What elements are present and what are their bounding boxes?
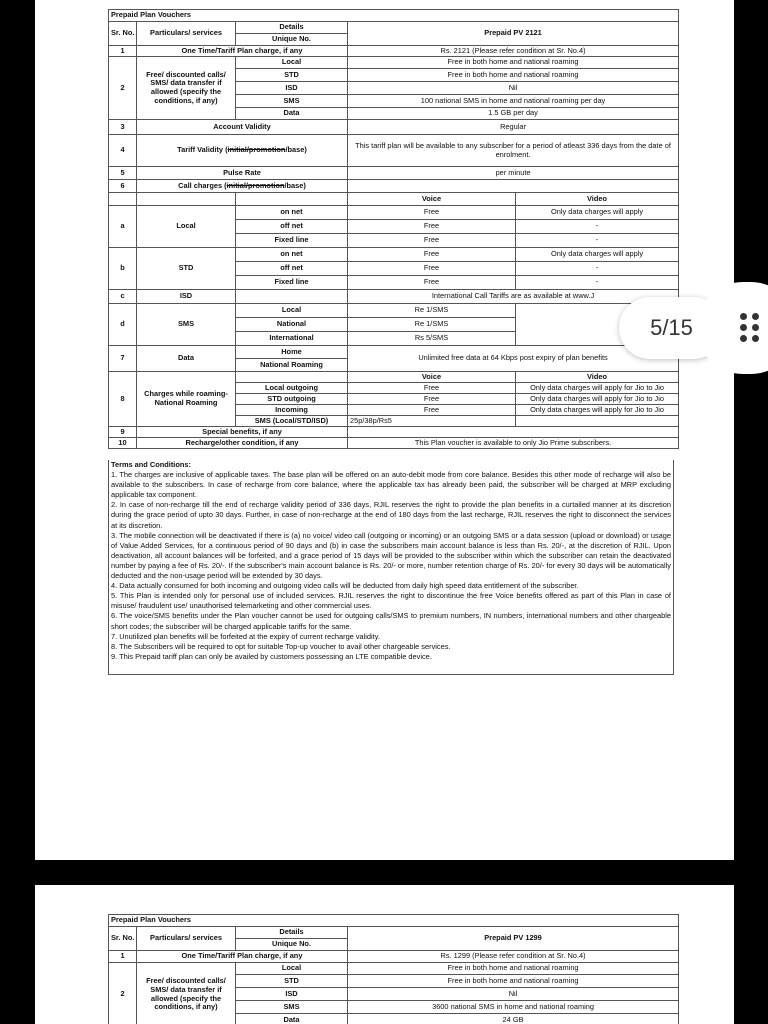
row-b-onnet-voice: Free <box>348 248 516 262</box>
terms-title: Terms and Conditions: <box>111 460 191 469</box>
row-a-offnet: off net <box>236 220 348 234</box>
row-3-sr: 3 <box>109 120 137 135</box>
row-d-national: National <box>236 318 348 332</box>
row-10-value: This Plan voucher is available to only Jio Prime subscribers. <box>348 438 679 449</box>
row-2-sms-value: 3600 national SMS in home and national roaming <box>348 1001 679 1014</box>
row-2-data-value: 1.5 GB per day <box>348 108 679 120</box>
row-d-sr: d <box>109 304 137 346</box>
row-a-onnet: on net <box>236 206 348 220</box>
row-2-data-label: Data <box>236 108 348 120</box>
row-2-data-label: Data <box>236 1014 348 1024</box>
header-particulars: Particulars/ services <box>137 22 236 46</box>
row-b-onnet: on net <box>236 248 348 262</box>
row-d-national-value: Re 1/SMS <box>348 318 516 332</box>
row-10-sr: 10 <box>109 438 137 449</box>
row-2-std-value: Free in both home and national roaming <box>348 975 679 988</box>
row-a-fixed: Fixed line <box>236 234 348 248</box>
row-9-sr: 9 <box>109 427 137 438</box>
terms-and-conditions <box>108 460 674 675</box>
row-c-label: ISD <box>137 290 236 304</box>
row-8-local-outgoing-voice: Free <box>348 383 516 394</box>
header-details: Details <box>236 927 348 939</box>
plan-table-pv2121 <box>108 9 679 449</box>
row-a-fixed-video: - <box>516 234 679 248</box>
row-b-sr: b <box>109 248 137 290</box>
row-b-label: STD <box>137 248 236 290</box>
row-1-value: Rs. 1299 (Please refer condition at Sr. No.4) <box>348 951 679 963</box>
row-2-sms-value: 100 national SMS in home and national roaming per day <box>348 95 679 108</box>
row-2-local-value: Free in both home and national roaming <box>348 57 679 69</box>
row-2-sms-label: SMS <box>236 1001 348 1014</box>
document-page-2 <box>35 885 734 1024</box>
row-b-offnet-voice: Free <box>348 262 516 276</box>
row-d-international: International <box>236 332 348 346</box>
blank-cell <box>516 416 679 427</box>
plan-table-pv1299 <box>108 914 679 1024</box>
row-8-incoming-voice: Free <box>348 405 516 416</box>
terms-item: 2. In case of non-recharge till the end of recharge validity period of 336 days, RJIL reserves the right to provide the plan benefits in a curtailed manner at its discretion during the grace period of upto 30 days. Further, in case of non-recharge at the end of 180 days from the last recharge, RJIL reserves the right to disconnect the services at its discretion. <box>111 500 671 530</box>
row-5-sr: 5 <box>109 167 137 180</box>
row-8-local-outgoing-video: Only data charges will apply for Jio to Jio <box>516 383 679 394</box>
blank-cell <box>137 193 236 206</box>
row-2-sr: 2 <box>109 963 137 1024</box>
row-1-sr: 1 <box>109 46 137 57</box>
row-5-value: per minute <box>348 167 679 180</box>
row-1-label: One Time/Tariff Plan charge, if any <box>137 951 348 963</box>
header-particulars: Particulars/ services <box>137 927 236 951</box>
row-b-offnet-video: - <box>516 262 679 276</box>
terms-item: 1. The charges are inclusive of applicable taxes. The base plan will be offered on an auto-debit mode from core balance. Besides this other mode of recharge will also be available to the subscribers. In case of recharge from core balance, where the applicable tax has already been paid, the subscriber will be charged at MRP excluding applicable tax component. <box>111 470 671 500</box>
blank-cell <box>109 193 137 206</box>
row-8-sms: SMS (Local/STD/ISD) <box>236 416 348 427</box>
row-a-sr: a <box>109 206 137 248</box>
row-2-local-value: Free in both home and national roaming <box>348 963 679 975</box>
row-9-label: Special benefits, if any <box>137 427 348 438</box>
terms-item: 7. Unutilized plan benefits will be forfeited at the expiry of current recharge validity. <box>111 631 380 641</box>
row-d-international-value: Rs 5/SMS <box>348 332 516 346</box>
row-8-incoming-video: Only data charges will apply for Jio to Jio <box>516 405 679 416</box>
row-2-sms-label: SMS <box>236 95 348 108</box>
header-details: Details <box>236 22 348 34</box>
row-2-local-label: Local <box>236 963 348 975</box>
row-6-value <box>348 180 679 193</box>
row-6-sr: 6 <box>109 180 137 193</box>
row-4-label: Tariff Validity (initial/promotion/base) <box>137 135 348 167</box>
row-4-sr: 4 <box>109 135 137 167</box>
row-1-label: One Time/Tariff Plan charge, if any <box>137 46 348 57</box>
row-b-fixed: Fixed line <box>236 276 348 290</box>
blank-cell <box>236 193 348 206</box>
blank-cell <box>236 372 348 383</box>
row-8-local-outgoing: Local outgoing <box>236 383 348 394</box>
row-2-std-value: Free in both home and national roaming <box>348 69 679 82</box>
row-7-value: Unlimited free data at 64 Kbps post expiry of plan benefits <box>348 346 679 372</box>
row-2-std-label: STD <box>236 69 348 82</box>
table-title: Prepaid Plan Vouchers <box>109 915 679 927</box>
row-10-label: Recharge/other condition, if any <box>137 438 348 449</box>
row-8-sr: 8 <box>109 372 137 427</box>
row-8-voice-header: Voice <box>348 372 516 383</box>
header-plan-name: Prepaid PV 1299 <box>348 927 679 951</box>
terms-item: 9. This Prepaid tariff plan can only be availed by customers possessing an LTE compatible device. <box>111 651 432 661</box>
row-1-sr: 1 <box>109 951 137 963</box>
row-2-label: Free/ discounted calls/ SMS/ data transfer if allowed (specify the conditions, if any) <box>137 57 236 120</box>
row-8-std-outgoing: STD outgoing <box>236 394 348 405</box>
row-a-onnet-video: Only data charges will apply <box>516 206 679 220</box>
terms-item: 3. The mobile connection will be deactivated if there is (a) no voice/ video call (outgoing or incoming) or an outgoing SMS or a data session (upload or download) or usage of Value Added Services, for a continuous period of 90 days and (b) in case the subscribers main account balance is less than Rs. 20/-, at the discretion of RJIL. Upon deactivation, all account balances will be forfeited, and a grace period of 15 days will be provided to the subscriber within which the subscriber can retain the deactivated number by paying a fee of Rs. 20/-. If the subscriber's main account balance is Rs. 20/- or more, number retention charge of Rs. 20/- for every 30 days will be automatically deducted and the non-usage period will be extended by 30 days. <box>111 530 671 581</box>
terms-item: 5. This Plan is intended only for personal use of included services. RJIL reserves the right to discontinue the free Voice benefits offered as part of this Plan in case of misuse/ fraudulent use/ unauthorised telemarketing and other commercial uses. <box>111 591 671 611</box>
row-2-isd-label: ISD <box>236 82 348 95</box>
subheader-video: Video <box>516 193 679 206</box>
row-7-sr: 7 <box>109 346 137 372</box>
row-7-home: Home <box>236 346 348 359</box>
row-4-value: This tariff plan will be available to any subscriber for a period of atleast 336 days from the date of enrolment. <box>348 135 679 167</box>
row-a-offnet-video: - <box>516 220 679 234</box>
row-8-sms-value: 25p/38p/Rs5 <box>348 416 516 427</box>
row-a-label: Local <box>137 206 236 248</box>
row-b-offnet: off net <box>236 262 348 276</box>
row-2-label: Free/ discounted calls/ SMS/ data transfer if allowed (specify the conditions, if any) <box>137 963 236 1024</box>
terms-item: 6. The voice/SMS benefits under the Plan voucher cannot be used for outgoing calls/SMS to premium numbers, IN numbers, international numbers and other chargeable short codes; the subscriber will be charged applicable tariffs for the same. <box>111 611 671 631</box>
document-page-1 <box>35 0 734 860</box>
row-b-fixed-video: - <box>516 276 679 290</box>
row-3-value: Regular <box>348 120 679 135</box>
row-2-isd-value: Nil <box>348 82 679 95</box>
grid-menu-icon[interactable] <box>740 313 764 343</box>
row-7-label: Data <box>137 346 236 372</box>
row-a-offnet-voice: Free <box>348 220 516 234</box>
page-indicator: 5/15 <box>619 297 724 359</box>
row-c-value: International Call Tariffs are as available at www.J <box>348 290 679 304</box>
row-8-label: Charges while roaming- National Roaming <box>137 372 236 427</box>
row-6-label: Call charges (initial/promotion/base) <box>137 180 348 193</box>
row-2-data-value: 24 GB <box>348 1014 679 1024</box>
row-1-value: Rs. 2121 (Please refer condition at Sr. No.4) <box>348 46 679 57</box>
row-8-incoming: Incoming <box>236 405 348 416</box>
row-d-label: SMS <box>137 304 236 346</box>
header-sr-no: Sr. No. <box>109 927 137 951</box>
header-unique-no: Unique No. <box>236 34 348 46</box>
terms-item: 8. The Subscribers will be required to opt for suitable Top-up voucher to avail other chargeable services. <box>111 641 451 651</box>
row-5-label: Pulse Rate <box>137 167 348 180</box>
row-8-video-header: Video <box>516 372 679 383</box>
row-b-onnet-video: Only data charges will apply <box>516 248 679 262</box>
row-d-local: Local <box>236 304 348 318</box>
header-sr-no: Sr. No. <box>109 22 137 46</box>
header-unique-no: Unique No. <box>236 939 348 951</box>
row-2-sr: 2 <box>109 57 137 120</box>
row-7-national-roaming: National Roaming <box>236 359 348 372</box>
terms-item: 4. Data actually consumed for both incoming and outgoing video calls will be deducted from daily high speed data entitlement of the subscriber. <box>111 581 579 591</box>
header-plan-name: Prepaid PV 2121 <box>348 22 679 46</box>
row-a-fixed-voice: Free <box>348 234 516 248</box>
row-2-isd-label: ISD <box>236 988 348 1001</box>
row-2-local-label: Local <box>236 57 348 69</box>
row-3-label: Account Validity <box>137 120 348 135</box>
row-9-value <box>348 427 679 438</box>
subheader-voice: Voice <box>348 193 516 206</box>
row-8-std-outgoing-voice: Free <box>348 394 516 405</box>
row-2-isd-value: Nil <box>348 988 679 1001</box>
blank-cell <box>236 290 348 304</box>
row-b-fixed-voice: Free <box>348 276 516 290</box>
row-c-sr: c <box>109 290 137 304</box>
row-2-std-label: STD <box>236 975 348 988</box>
row-d-local-value: Re 1/SMS <box>348 304 516 318</box>
row-a-onnet-voice: Free <box>348 206 516 220</box>
row-8-std-outgoing-video: Only data charges will apply for Jio to Jio <box>516 394 679 405</box>
table-title: Prepaid Plan Vouchers <box>109 10 679 22</box>
